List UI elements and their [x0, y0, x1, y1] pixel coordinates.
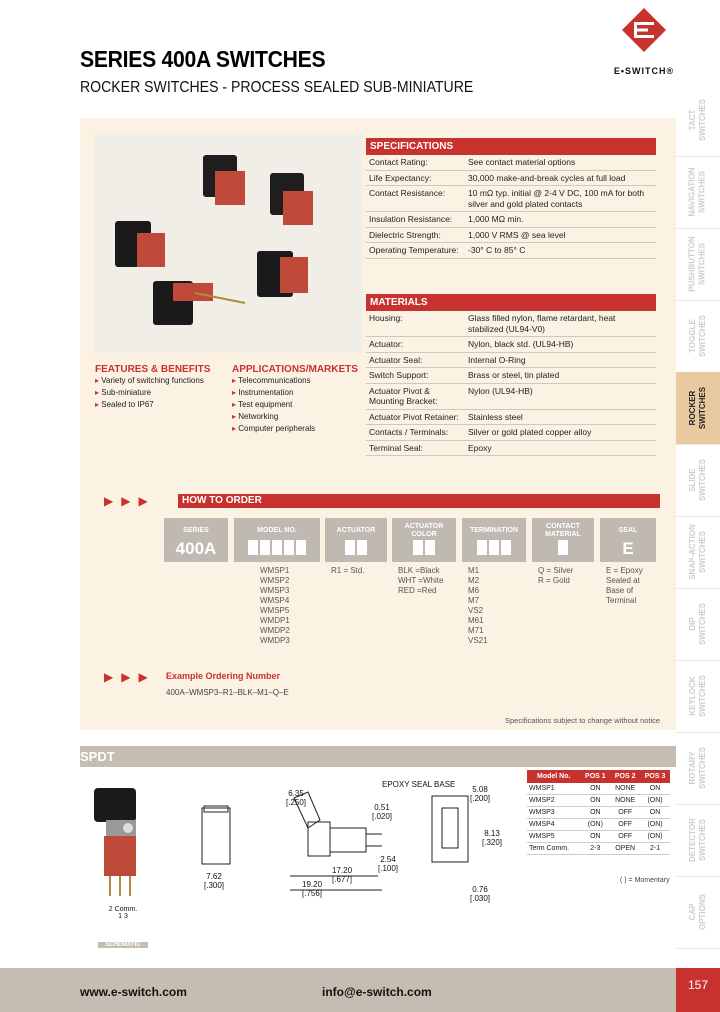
order-column-header: MODEL NO.: [257, 527, 297, 534]
position-table: [527, 770, 670, 855]
schematic-pins: 1 3: [118, 913, 128, 920]
side-tab-label: SNAP-ACTION SWITCHES: [688, 524, 707, 580]
row-label: Insulation Resistance:: [366, 212, 465, 228]
table-row: [527, 831, 670, 843]
table-row: [366, 409, 656, 425]
side-tab-label: TACT SWITCHES: [687, 98, 707, 142]
side-tab[interactable]: [676, 588, 720, 661]
epoxy-label: EPOXY SEAL BASE: [382, 780, 456, 789]
example-title: Example Ordering Number: [166, 671, 281, 681]
side-tab[interactable]: [676, 84, 720, 157]
row-label: Contact Rating:: [366, 155, 465, 170]
order-column-header: TERMINATION: [469, 527, 519, 534]
dim-1920: 19.20 [.756]: [302, 880, 323, 898]
side-tab[interactable]: [676, 876, 720, 949]
dim-1720: 17.20 [.677]: [332, 866, 353, 884]
side-tab[interactable]: [676, 732, 720, 805]
side-tab[interactable]: [676, 444, 720, 517]
row-label: Actuator Pivot & Mounting Bracket:: [366, 383, 465, 409]
page-subtitle: ROCKER SWITCHES - PROCESS SEALED SUB-MINIATURE: [80, 79, 474, 96]
row-value: 10 mΩ typ. initial @ 2-4 V DC, 100 mA for both silver and gold plated contacts: [465, 186, 656, 212]
order-column: [325, 518, 387, 562]
list-item: ▸ Test equipment: [232, 399, 362, 411]
row-value: 1,000 V RMS @ sea level: [465, 227, 656, 243]
side-tab[interactable]: [676, 804, 720, 877]
pos-cell: ON: [640, 783, 670, 795]
dim-254: 2.54 [.100]: [378, 855, 399, 873]
dim-762: 7.62 [.300]: [204, 872, 225, 890]
specifications-header: SPECIFICATIONS: [366, 138, 656, 155]
order-options: WMSP1 WMSP2 WMSP3 WMSP4 WMSP5 WMDP1 WMDP2 WMDP3: [260, 566, 290, 645]
features-section: [95, 364, 225, 411]
schematic: [98, 906, 148, 956]
row-label: Contacts / Terminals:: [366, 425, 465, 441]
materials-section: [366, 294, 656, 456]
pos-cell: ON: [580, 807, 610, 819]
list-item: ▸ Computer peripherals: [232, 423, 362, 435]
email-link[interactable]: info@e-switch.com: [322, 985, 432, 999]
row-value: 30,000 make-and-break cycles at full load: [465, 170, 656, 186]
order-boxes: [392, 540, 456, 555]
side-tab-label: DIP SWITCHES: [687, 602, 707, 646]
table-row: [366, 186, 656, 212]
row-label: Actuator Pivot Retainer:: [366, 409, 465, 425]
side-tab[interactable]: [676, 156, 720, 229]
dim-813: 8.13 [.320]: [482, 829, 503, 847]
dim-076: 0.76 [.030]: [470, 885, 491, 903]
spec-note: Specifications subject to change without notice: [505, 716, 661, 725]
table-row: [366, 352, 656, 368]
table-row: [527, 843, 670, 855]
row-label: Contact Resistance:: [366, 186, 465, 212]
table-row: [527, 807, 670, 819]
list-item: ▸ Networking: [232, 411, 362, 423]
pos-cell: OFF: [610, 831, 640, 843]
page-number: 157: [676, 968, 720, 1012]
row-label: Dielectric Strength:: [366, 227, 465, 243]
side-tab[interactable]: [676, 228, 720, 301]
how-to-order-header: HOW TO ORDER: [178, 494, 660, 508]
order-options: E = Epoxy Sealed at Base of Terminal: [606, 566, 643, 605]
applications-section: [232, 364, 362, 435]
row-value: Stainless steel: [465, 409, 656, 425]
list-item: ▸ Instrumentation: [232, 387, 362, 399]
product-photo: [95, 133, 363, 353]
pos-cell: (ON): [640, 819, 670, 831]
table-row: [366, 227, 656, 243]
schematic-label: SCHEMATIC: [98, 942, 148, 948]
table-row: [366, 170, 656, 186]
page-title: SERIES 400A SWITCHES: [80, 46, 326, 72]
order-column: [164, 518, 228, 562]
order-options: M1 M2 M6 M7 VS2 M61 M71 VS21: [468, 566, 488, 645]
list-item: ▸ Variety of switching functions: [95, 375, 225, 387]
pos-header: POS 1: [580, 770, 610, 783]
side-tab-label: TOGGLE SWITCHES: [687, 314, 707, 358]
dim-635: 6.35 [.250]: [286, 789, 307, 807]
order-column-header: SEAL: [618, 527, 638, 534]
order-column-header: ACTUATOR COLOR: [404, 523, 444, 538]
side-tab[interactable]: [676, 660, 720, 733]
pos-cell: WMSP5: [527, 831, 580, 843]
list-item: ▸ Sealed to IP67: [95, 399, 225, 411]
applications-list: [232, 375, 362, 435]
order-boxes: [234, 540, 320, 555]
spdt-header: [80, 746, 676, 767]
specifications-section: [366, 138, 656, 259]
order-column-header: CONTACT MATERIAL: [545, 523, 581, 538]
pos-cell: ON: [580, 795, 610, 807]
row-label: Terminal Seal:: [366, 440, 465, 456]
pos-header: POS 2: [610, 770, 640, 783]
table-row: [527, 819, 670, 831]
table-row: [366, 425, 656, 441]
schematic-comm: 2 Comm.: [108, 906, 138, 913]
row-value: Nylon, black std. (UL94-HB): [465, 337, 656, 353]
table-row: [366, 440, 656, 456]
features-title: FEATURES & BENEFITS: [95, 364, 211, 375]
row-value: See contact material options: [465, 155, 656, 170]
row-value: -30° C to 85° C: [465, 243, 656, 259]
pos-cell: ON: [580, 783, 610, 795]
side-tab-label: DETECTOR SWITCHES: [687, 818, 707, 862]
features-list: [95, 375, 225, 411]
row-label: Actuator:: [366, 337, 465, 353]
pos-cell: 2-3: [580, 843, 610, 855]
side-tab[interactable]: [676, 372, 720, 445]
order-column-value: 400A: [175, 539, 217, 558]
order-options: Q = Silver R = Gold: [538, 566, 574, 585]
momentary-note: ( ) = Momentary: [620, 877, 670, 884]
pos-cell: NONE: [610, 783, 640, 795]
pos-cell: 2-1: [640, 843, 670, 855]
pos-cell: (ON): [640, 795, 670, 807]
side-tab-label: CAP OPTIONS: [687, 893, 707, 931]
switch-photo: [88, 780, 152, 904]
order-column: [462, 518, 526, 562]
table-row: [527, 795, 670, 807]
order-options: BLK =Black WHT =White RED =Red: [398, 566, 444, 595]
arrow-right-icon: ▶▶▶: [104, 670, 156, 684]
row-value: Epoxy: [465, 440, 656, 456]
dimension-drawing: [196, 780, 516, 910]
pos-header: POS 3: [640, 770, 670, 783]
order-column-header: SERIES: [183, 527, 209, 534]
pos-cell: OFF: [610, 819, 640, 831]
row-label: Life Expectancy:: [366, 170, 465, 186]
pos-cell: Term Comm.: [527, 843, 580, 855]
side-tab-label: PUSHBUTTON SWITCHES: [688, 236, 708, 292]
pos-cell: NONE: [610, 795, 640, 807]
table-row: [527, 783, 670, 795]
list-item: ▸ Telecommunications: [232, 375, 362, 387]
spdt-title: SPDT: [80, 749, 115, 764]
pos-cell: ON: [580, 831, 610, 843]
side-tab[interactable]: [676, 516, 720, 589]
row-value: Internal O-Ring: [465, 352, 656, 368]
pos-cell: OPEN: [610, 843, 640, 855]
pos-cell: OFF: [610, 807, 640, 819]
row-value: Silver or gold plated copper alloy: [465, 425, 656, 441]
row-value: Nylon (UL94-HB): [465, 383, 656, 409]
row-value: 1,000 MΩ min.: [465, 212, 656, 228]
row-value: Brass or steel, tin plated: [465, 368, 656, 384]
website-link[interactable]: www.e-switch.com: [80, 985, 187, 999]
logo-text: E•SWITCH®: [613, 66, 675, 76]
pos-cell: (ON): [640, 831, 670, 843]
table-row: [366, 368, 656, 384]
pos-cell: WMSP3: [527, 807, 580, 819]
dim-051: 0.51 [.020]: [372, 803, 393, 821]
table-row: [366, 243, 656, 259]
example-value: 400A–WMSP3–R1–BLK–M1–Q–E: [166, 688, 289, 697]
row-label: Switch Support:: [366, 368, 465, 384]
pos-cell: WMSP2: [527, 795, 580, 807]
order-boxes: [325, 540, 387, 555]
order-column: [234, 518, 320, 562]
order-column: [392, 518, 456, 562]
row-label: Operating Temperature:: [366, 243, 465, 259]
row-label: Housing:: [366, 311, 465, 337]
materials-header: MATERIALS: [366, 294, 656, 311]
table-row: [366, 155, 656, 170]
applications-title: APPLICATIONS/MARKETS: [232, 364, 358, 375]
pos-cell: ON: [640, 807, 670, 819]
row-value: Glass filled nylon, flame retardant, heat stabilized (UL94-V0): [465, 311, 656, 337]
pos-cell: WMSP1: [527, 783, 580, 795]
order-options: R1 = Std.: [331, 566, 365, 575]
table-row: [366, 383, 656, 409]
table-row: [366, 311, 656, 337]
table-row: [366, 212, 656, 228]
list-item: ▸ Sub-miniature: [95, 387, 225, 399]
side-tabs: [676, 84, 720, 964]
order-column-value: E: [622, 539, 634, 558]
table-row: [366, 337, 656, 353]
pos-header: Model No.: [527, 770, 580, 783]
order-column: [532, 518, 594, 562]
side-tab-label: KEYLOCK SWITCHES: [687, 674, 707, 718]
row-label: Actuator Seal:: [366, 352, 465, 368]
arrow-right-icon: ▶▶▶: [104, 494, 156, 508]
order-boxes: [532, 540, 594, 555]
pos-cell: (ON): [580, 819, 610, 831]
side-tab-label: SLIDE SWITCHES: [687, 458, 707, 502]
side-tab-label: NAVIGATION SWITCHES: [688, 167, 708, 217]
order-column: [600, 518, 656, 562]
side-tab[interactable]: [676, 300, 720, 373]
specifications-table: [366, 155, 656, 259]
dim-508: 5.08 [.200]: [470, 785, 491, 803]
materials-table: [366, 311, 656, 456]
pos-cell: WMSP4: [527, 819, 580, 831]
side-tab-label: ROCKER SWITCHES: [687, 386, 707, 430]
order-column-header: ACTUATOR: [336, 527, 376, 534]
order-boxes: [462, 540, 526, 555]
side-tab-label: ROTARY SWITCHES: [687, 746, 707, 790]
